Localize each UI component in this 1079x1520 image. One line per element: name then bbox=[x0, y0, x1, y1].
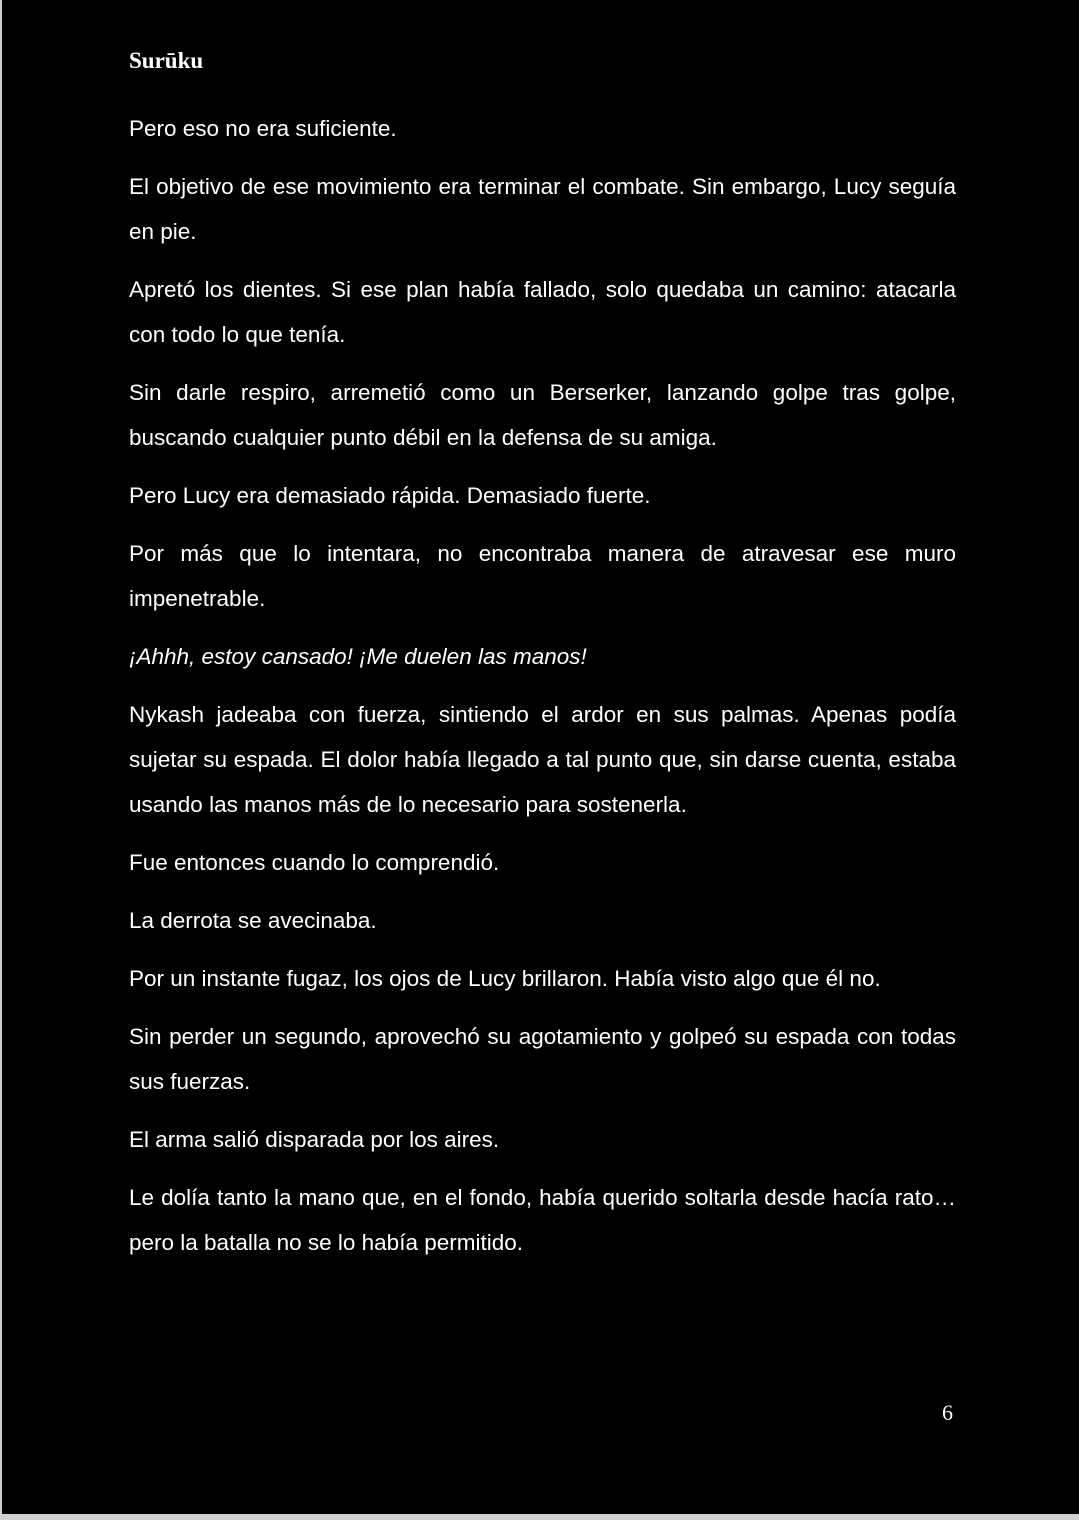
paragraph: El arma salió disparada por los aires. bbox=[129, 1127, 500, 1152]
running-header: Surūku bbox=[129, 48, 204, 73]
page-number: 6 bbox=[942, 1400, 953, 1425]
paragraph: Sin darle respiro, arremetió como un Berserker, lanzando golpe tras golpe, buscando cualquier punto débil en la defensa de su amiga. bbox=[129, 380, 956, 450]
paragraph: Pero Lucy era demasiado rápida. Demasiado fuerte. bbox=[129, 483, 651, 508]
paragraph: Por un instante fugaz, los ojos de Lucy brillaron. Había visto algo que él no. bbox=[129, 966, 881, 991]
document-page bbox=[2, 0, 1079, 1514]
paragraph: Le dolía tanto la mano que, en el fondo, había querido soltarla desde hacía rato… pero la batalla no se lo había permitido. bbox=[129, 1185, 956, 1255]
page-body bbox=[129, 106, 956, 1278]
paragraph: Por más que lo intentara, no encontraba manera de atravesar ese muro impenetrable. bbox=[129, 541, 956, 611]
paragraph: El objetivo de ese movimiento era terminar el combate. Sin embargo, Lucy seguía en pie. bbox=[129, 174, 956, 244]
paragraph: Sin perder un segundo, aprovechó su agotamiento y golpeó su espada con todas sus fuerzas. bbox=[129, 1024, 956, 1094]
paragraph: Fue entonces cuando lo comprendió. bbox=[129, 850, 500, 875]
paragraph: La derrota se avecinaba. bbox=[129, 908, 377, 933]
paragraph-italic-thought: ¡Ahhh, estoy cansado! ¡Me duelen las manos! bbox=[129, 644, 587, 669]
paragraph: Nykash jadeaba con fuerza, sintiendo el ardor en sus palmas. Apenas podía sujetar su espada. El dolor había llegado a tal punto que, sin darse cuenta, estaba usando las manos más de lo necesario para sostenerla. bbox=[129, 702, 956, 817]
paragraph: Apretó los dientes. Si ese plan había fallado, solo quedaba un camino: atacarla con todo lo que tenía. bbox=[129, 277, 956, 347]
paragraph: Pero eso no era suficiente. bbox=[129, 116, 397, 141]
